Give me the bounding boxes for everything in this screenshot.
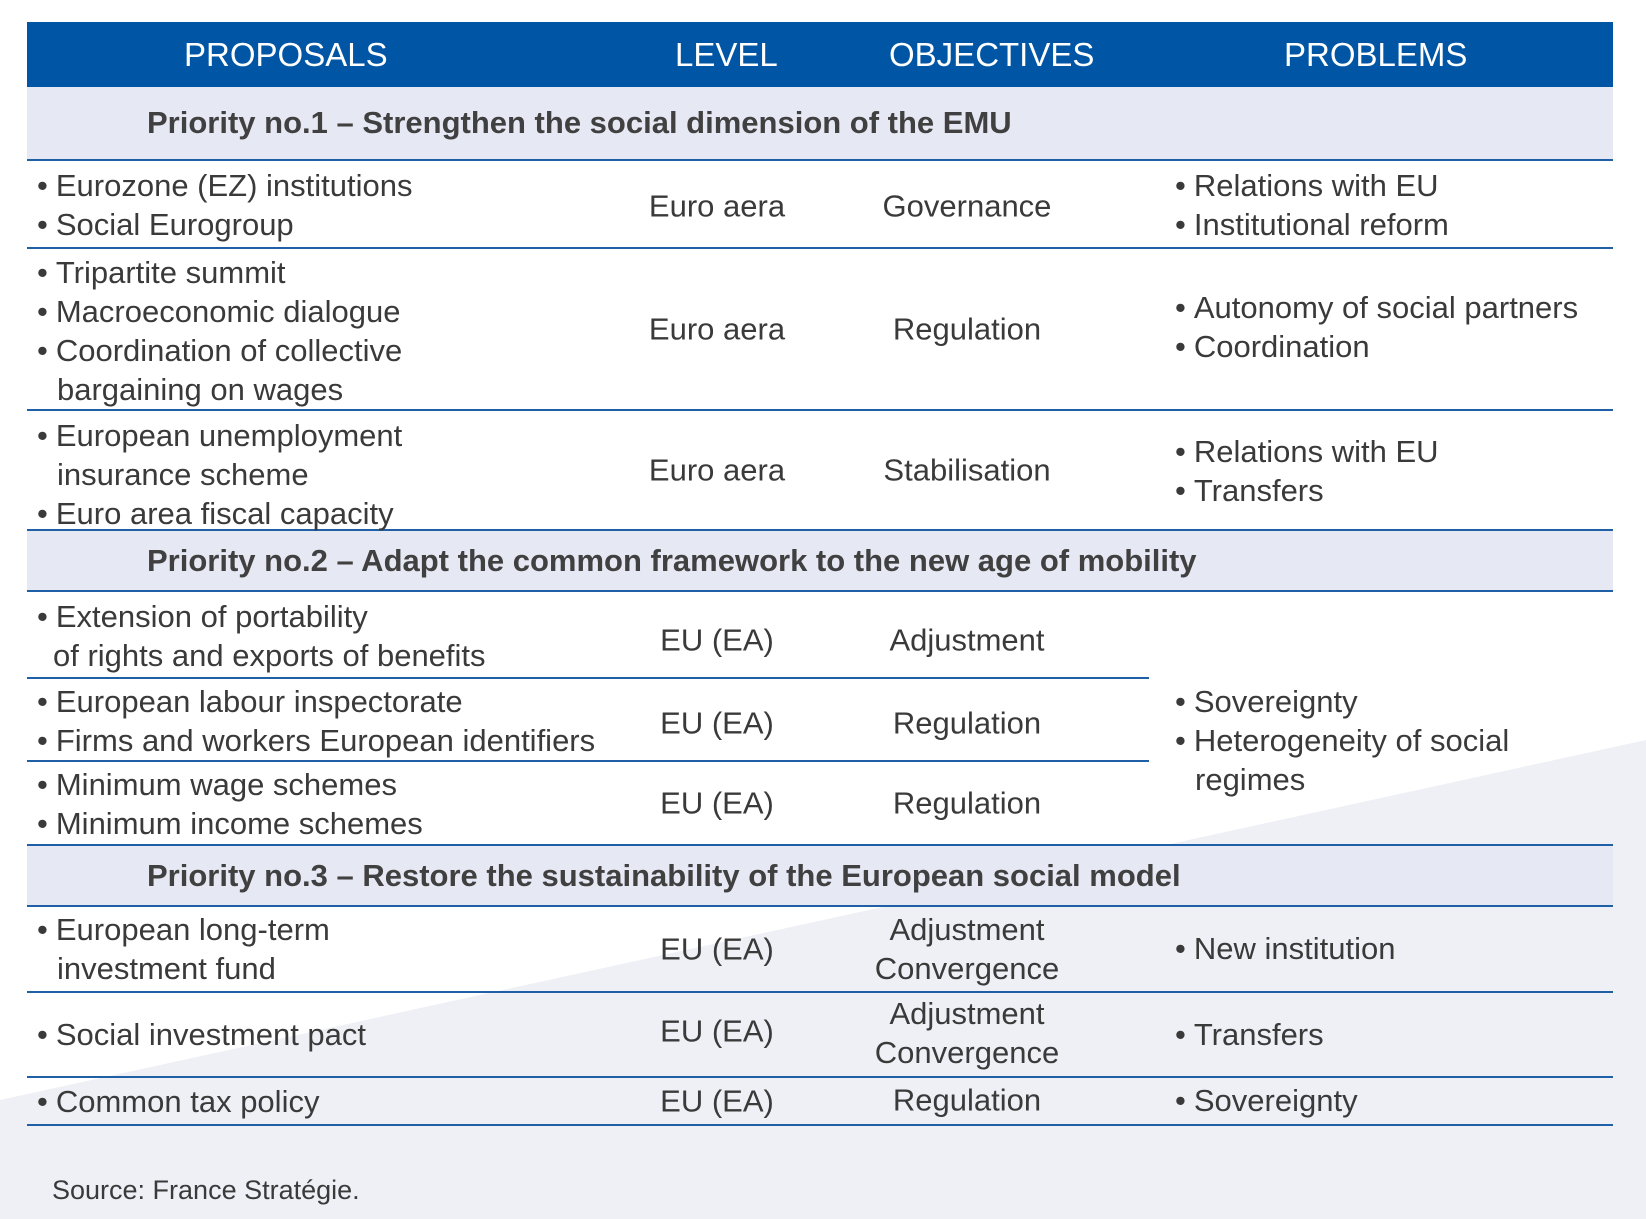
priority-2-group [27,592,1613,846]
header-problems: PROBLEMS [1284,36,1468,73]
proposal-cell: • European labour inspectorate • Firms and workers European identifiers [37,682,595,760]
objective-cell: Adjustment Convergence [874,996,1060,1070]
header-level: LEVEL [675,36,778,73]
row-divider [27,677,1149,679]
objective-cell: Regulation [892,311,1042,347]
objective-cell: Regulation [892,1082,1042,1118]
problems-cell: • Relations with EU • Institutional reform [1175,166,1449,244]
level-cell: EU (EA) [660,1083,774,1119]
source-note: Source: France Stratégie. [52,1175,360,1205]
level-cell: EU (EA) [660,622,774,658]
level-cell: Euro aera [648,452,786,488]
table-row [27,249,1613,411]
proposals-table [27,22,1613,1126]
proposal-cell: • Common tax policy [37,1082,319,1121]
proposal-cell: • European unemployment insurance scheme • Euro area fiscal capacity [37,416,402,533]
priority-1-title: Priority no.1 – Strengthen the social dimension of the EMU [147,105,1012,140]
level-cell: Euro aera [648,188,786,224]
level-cell: Euro aera [648,311,786,347]
table-row [27,411,1613,531]
priority-2-row [27,531,1613,592]
priority-3-title: Priority no.3 – Restore the sustainability of the European social model [147,857,1181,893]
header-objectives: OBJECTIVES [889,36,1095,73]
proposal-cell: • Eurozone (EZ) institutions • Social Eurogroup [37,166,413,244]
problems-cell: • Relations with EU • Transfers [1175,432,1439,510]
objective-cell: Adjustment [889,622,1045,658]
table-header [27,22,1613,87]
proposal-cell: • European long-term investment fund [37,910,330,988]
objective-cell: Regulation [892,785,1042,821]
level-cell: EU (EA) [660,785,774,821]
table-row [27,1078,1613,1126]
level-cell: EU (EA) [660,705,774,741]
priority-2-title: Priority no.2 – Adapt the common framework to the new age of mobility [147,542,1197,578]
table-row [27,161,1613,249]
priority-3-row [27,846,1613,907]
priority-1-row [27,87,1613,161]
header-proposals: PROPOSALS [184,36,388,73]
problems-cell: • Autonomy of social partners • Coordination [1175,288,1578,366]
row-divider [27,760,1149,762]
proposal-cell: • Minimum wage schemes • Minimum income schemes [37,765,423,843]
problems-cell: • Transfers [1175,1015,1324,1054]
problems-cell: • New institution [1175,929,1395,968]
problems-cell: • Sovereignty [1175,1081,1358,1120]
proposal-cell: • Social investment pact [37,1015,366,1054]
level-cell: EU (EA) [660,1013,774,1049]
proposal-cell: • Tripartite summit • Macroeconomic dialogue • Coordination of collective bargaining on wages [37,253,402,409]
level-cell: EU (EA) [660,931,774,967]
objective-cell: Adjustment Convergence [874,912,1060,986]
proposal-cell: • Extension of portability of rights and exports of benefits [37,597,486,675]
table-row [27,993,1613,1078]
problems-cell: • Sovereignty • Heterogeneity of social regimes [1175,682,1509,799]
table-row [27,907,1613,993]
objective-cell: Regulation [892,705,1042,741]
objective-cell: Stabilisation [883,452,1051,488]
objective-cell: Governance [882,188,1052,224]
